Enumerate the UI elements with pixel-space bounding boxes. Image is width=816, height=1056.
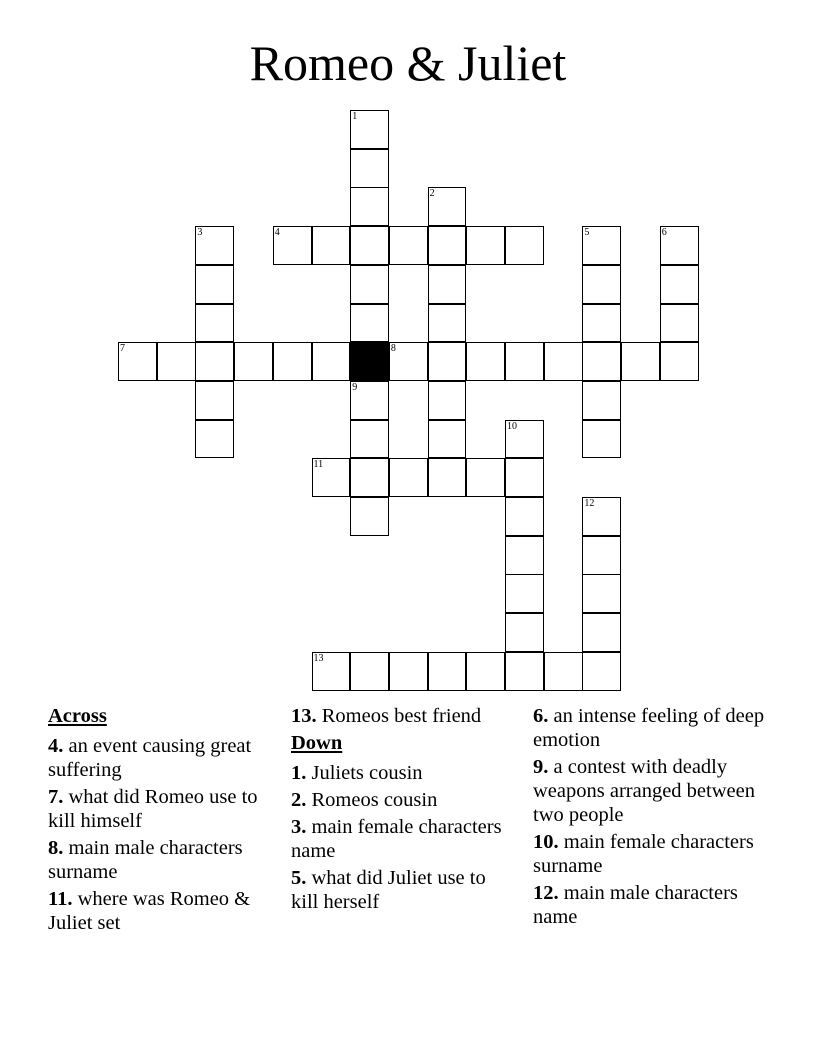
clue-across-11 <box>48 887 263 935</box>
grid-cell[interactable] <box>428 342 467 381</box>
clue-number-label: 9 <box>352 381 358 393</box>
clue-number: 11. <box>48 888 73 910</box>
grid-cell[interactable] <box>660 304 699 343</box>
clue-across-7 <box>48 785 263 833</box>
puzzle-title: Romeo & Juliet <box>249 35 567 91</box>
clue-number: 7. <box>48 786 64 808</box>
clue-down-5 <box>291 866 506 914</box>
clue-down-12 <box>533 881 768 929</box>
grid-cell[interactable] <box>350 110 389 149</box>
grid-cell[interactable] <box>195 342 234 381</box>
clue-number-label: 12 <box>584 498 595 509</box>
clue-number: 13. <box>291 705 317 727</box>
clue-text: Romeos cousin <box>311 789 438 811</box>
grid-cell[interactable] <box>195 226 234 265</box>
clue-down-9 <box>533 755 768 827</box>
clue-number-label: 10 <box>507 420 517 432</box>
grid-cell[interactable] <box>505 613 544 652</box>
grid-cell[interactable] <box>428 381 467 420</box>
clue-text: what did Romeo use to kill himself <box>48 786 258 832</box>
grid-cell[interactable] <box>582 265 621 304</box>
grid-cell[interactable] <box>350 226 389 265</box>
clue-number: 3. <box>291 816 307 838</box>
clue-text: main male characters name <box>533 882 738 928</box>
grid-cell[interactable] <box>350 497 389 536</box>
clue-number-label: 2 <box>429 188 435 200</box>
grid-cell[interactable] <box>195 381 234 420</box>
grid-cell[interactable] <box>118 342 157 381</box>
grid-cell[interactable] <box>660 226 699 265</box>
grid-cell[interactable] <box>582 497 621 536</box>
grid-cell[interactable] <box>273 226 312 265</box>
grid-cell[interactable] <box>582 304 621 343</box>
clue-number-label: 1 <box>352 111 358 122</box>
grid-cell[interactable] <box>350 265 389 304</box>
clue-number: 12. <box>533 882 559 904</box>
clue-number: 10. <box>533 831 559 853</box>
grid-cell[interactable] <box>428 420 467 459</box>
clue-number: 5. <box>291 867 307 889</box>
black-square <box>350 342 389 381</box>
grid-cell[interactable] <box>660 265 699 304</box>
clue-number-label: 8 <box>390 343 396 355</box>
clue-number: 8. <box>48 837 64 859</box>
clue-number: 6. <box>533 705 549 727</box>
grid-cell[interactable] <box>582 536 621 575</box>
clue-across-13 <box>291 704 506 728</box>
grid-cell[interactable] <box>350 304 389 343</box>
grid-cell[interactable] <box>428 187 467 226</box>
grid-cell[interactable] <box>312 226 351 265</box>
clue-number-label: 4 <box>274 227 280 239</box>
clue-text: what did Juliet use to kill herself <box>291 867 486 913</box>
grid-cell[interactable] <box>350 187 389 226</box>
grid-cell[interactable] <box>389 652 428 691</box>
grid-cell[interactable] <box>273 342 312 381</box>
clues-column-3 <box>533 704 768 932</box>
grid-cell[interactable] <box>505 536 544 575</box>
clue-number: 4. <box>48 735 64 757</box>
clue-text: an intense feeling of deep emotion <box>533 705 765 751</box>
grid-cell[interactable] <box>157 342 196 381</box>
grid-cell[interactable] <box>582 342 621 381</box>
grid-cell[interactable] <box>312 458 351 497</box>
clue-across-4 <box>48 734 263 782</box>
grid-cell[interactable] <box>505 652 544 691</box>
grid-cell[interactable] <box>389 226 428 265</box>
grid-cell[interactable] <box>428 265 467 304</box>
clue-down-3 <box>291 815 506 863</box>
grid-cell[interactable] <box>195 265 234 304</box>
grid-cell[interactable] <box>312 342 351 381</box>
grid-cell[interactable] <box>350 652 389 691</box>
grid-cell[interactable] <box>505 458 544 497</box>
grid-cell[interactable] <box>582 381 621 420</box>
grid-cell[interactable] <box>466 342 505 381</box>
clues-column-1 <box>48 704 263 938</box>
grid-cell[interactable] <box>582 420 621 459</box>
clue-text: Romeos best friend <box>321 705 482 727</box>
grid-cell[interactable] <box>350 458 389 497</box>
clue-number: 2. <box>291 789 307 811</box>
grid-cell[interactable] <box>389 342 428 381</box>
clue-number: 1. <box>291 762 307 784</box>
clues-column-2 <box>291 704 506 917</box>
grid-cell[interactable] <box>466 652 505 691</box>
grid-cell[interactable] <box>621 342 660 381</box>
grid-cell[interactable] <box>195 420 234 459</box>
clue-text: main female characters name <box>291 816 502 862</box>
grid-cell[interactable] <box>505 342 544 381</box>
clue-text: a contest with deadly weapons arranged between two people <box>533 756 755 826</box>
clue-text: main male characters surname <box>48 837 243 883</box>
clue-text: Juliets cousin <box>311 762 423 784</box>
grid-cell[interactable] <box>505 497 544 536</box>
grid-cell[interactable] <box>505 420 544 459</box>
grid-cell[interactable] <box>428 458 467 497</box>
grid-cell[interactable] <box>428 304 467 343</box>
clue-down-10 <box>533 830 768 878</box>
clue-down-1 <box>291 761 506 785</box>
across-heading: Across <box>48 705 107 727</box>
grid-cell[interactable] <box>466 458 505 497</box>
grid-cell[interactable] <box>389 458 428 497</box>
grid-cell[interactable] <box>350 420 389 459</box>
clue-down-6 <box>533 704 768 752</box>
grid-cell[interactable] <box>428 226 467 265</box>
clue-text: where was Romeo & Juliet set <box>48 888 251 934</box>
grid-cell[interactable] <box>312 652 351 691</box>
grid-cell[interactable] <box>350 149 389 188</box>
clue-text: main female characters surname <box>533 831 754 877</box>
clue-number-label: 5 <box>584 227 590 239</box>
grid-cell[interactable] <box>466 226 505 265</box>
grid-cell[interactable] <box>660 342 699 381</box>
clue-number-label: 7 <box>120 343 125 355</box>
grid-cell[interactable] <box>505 226 544 265</box>
clue-number-label: 13 <box>313 652 324 664</box>
clue-down-2 <box>291 788 506 812</box>
grid-cell[interactable] <box>544 342 583 381</box>
grid-cell[interactable] <box>544 652 583 691</box>
grid-cell[interactable] <box>428 652 467 691</box>
grid-cell[interactable] <box>505 574 544 613</box>
grid-cell[interactable] <box>195 304 234 343</box>
grid-cell[interactable] <box>234 342 273 381</box>
grid-cell[interactable] <box>582 574 621 613</box>
clue-number-label: 3 <box>197 227 203 239</box>
down-heading: Down <box>291 732 343 754</box>
clue-number: 9. <box>533 756 549 778</box>
grid-cell[interactable] <box>582 226 621 265</box>
clue-number-label: 11 <box>313 459 324 471</box>
clue-across-8 <box>48 836 263 884</box>
grid-cell[interactable] <box>582 652 621 691</box>
clue-number-label: 6 <box>661 227 667 239</box>
grid-cell[interactable] <box>350 381 389 420</box>
clue-text: an event causing great suffering <box>48 735 252 781</box>
grid-cell[interactable] <box>582 613 621 652</box>
